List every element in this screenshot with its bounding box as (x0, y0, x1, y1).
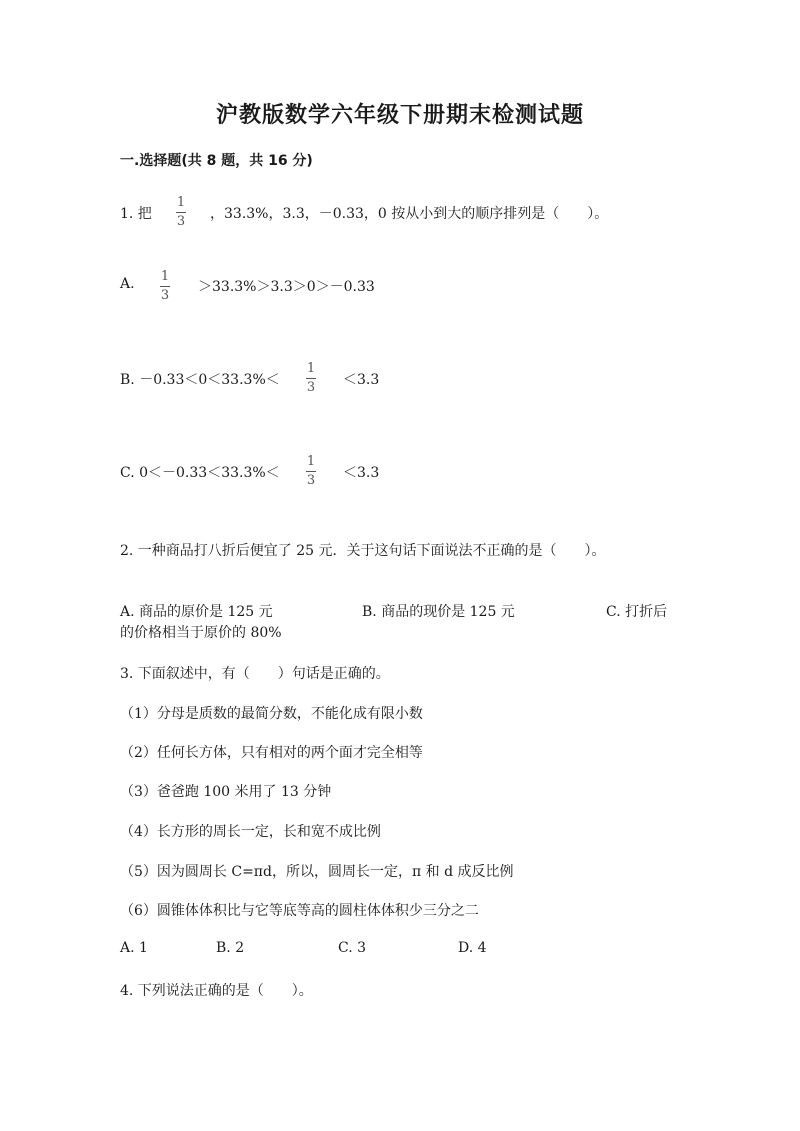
q3-option-a: A. 1 (120, 940, 148, 956)
q3-statement: （3）爸爸跑 100 米用了 13 分钟 (120, 784, 332, 800)
q3-option-d: D. 4 (458, 940, 487, 956)
fraction-one-third (306, 362, 316, 394)
fraction-bar (176, 212, 186, 213)
fraction-denominator: 3 (306, 473, 316, 488)
q3-option-b: B. 2 (216, 940, 245, 956)
fraction-numerator: 1 (306, 361, 316, 376)
q1-option-c-text: C. 0＜－0.33＜33.3%＜ (120, 465, 280, 481)
q2-option-a: A. 商品的原价是 125 元 (120, 604, 273, 620)
fraction-one-third (160, 270, 170, 302)
section-heading: 一.选择题(共 8 题，共 16 分) (120, 153, 313, 169)
q3-statement: （5）因为圆周长 C=πd，所以，圆周长一定，π 和 d 成反比例 (120, 864, 514, 880)
q1-option-b-text: B. －0.33＜0＜33.3%＜ (120, 372, 280, 388)
fraction-denominator: 3 (306, 380, 316, 395)
page-title: 沪教版数学六年级下册期末检测试题 (215, 103, 584, 128)
q1-stem: ，33.3%，3.3，－0.33，0 按从小到大的顺序排列是（ ）。 (210, 206, 609, 222)
q1-option-a-label: A. (120, 276, 135, 292)
fraction-numerator: 1 (160, 269, 170, 284)
fraction-bar (160, 286, 170, 287)
fraction-bar (306, 471, 316, 472)
q3-statement: （4）长方形的周长一定，长和宽不成比例 (120, 824, 381, 840)
fraction-denominator: 3 (176, 214, 186, 229)
q3-statement: （6）圆锥体体积比与它等底等高的圆柱体体积少三分之二 (120, 903, 479, 919)
fraction-denominator: 3 (160, 288, 170, 303)
q3-option-c: C. 3 (338, 940, 367, 956)
fraction-numerator: 1 (176, 195, 186, 210)
q3-statement: （1）分母是质数的最简分数，不能化成有限小数 (120, 706, 423, 722)
q2-option-c: C. 打折后 (606, 604, 668, 620)
q2-option-b: B. 商品的现价是 125 元 (362, 604, 515, 620)
q3-stem: 3. 下面叙述中，有（ ）句话是正确的。 (120, 666, 390, 682)
q2-option-c-continued: 的价格相当于原价的 80% (120, 625, 282, 641)
q1-option-c-tail: ＜3.3 (343, 465, 380, 481)
q4-stem: 4. 下列说法正确的是（ ）。 (120, 983, 313, 999)
q1-option-b-tail: ＜3.3 (343, 372, 380, 388)
fraction-one-third (176, 196, 186, 228)
fraction-numerator: 1 (306, 454, 316, 469)
q2-stem: 2. 一种商品打八折后便宜了 25 元．关于这句话下面说法不正确的是（ ）。 (120, 543, 606, 559)
q1-option-a-text: ＞33.3%＞3.3＞0＞－0.33 (198, 279, 375, 295)
q3-statement: （2）任何长方体，只有相对的两个面才完全相等 (120, 745, 423, 761)
fraction-bar (306, 378, 316, 379)
fraction-one-third (306, 455, 316, 487)
q1-prefix: 1. 把 (120, 206, 152, 222)
